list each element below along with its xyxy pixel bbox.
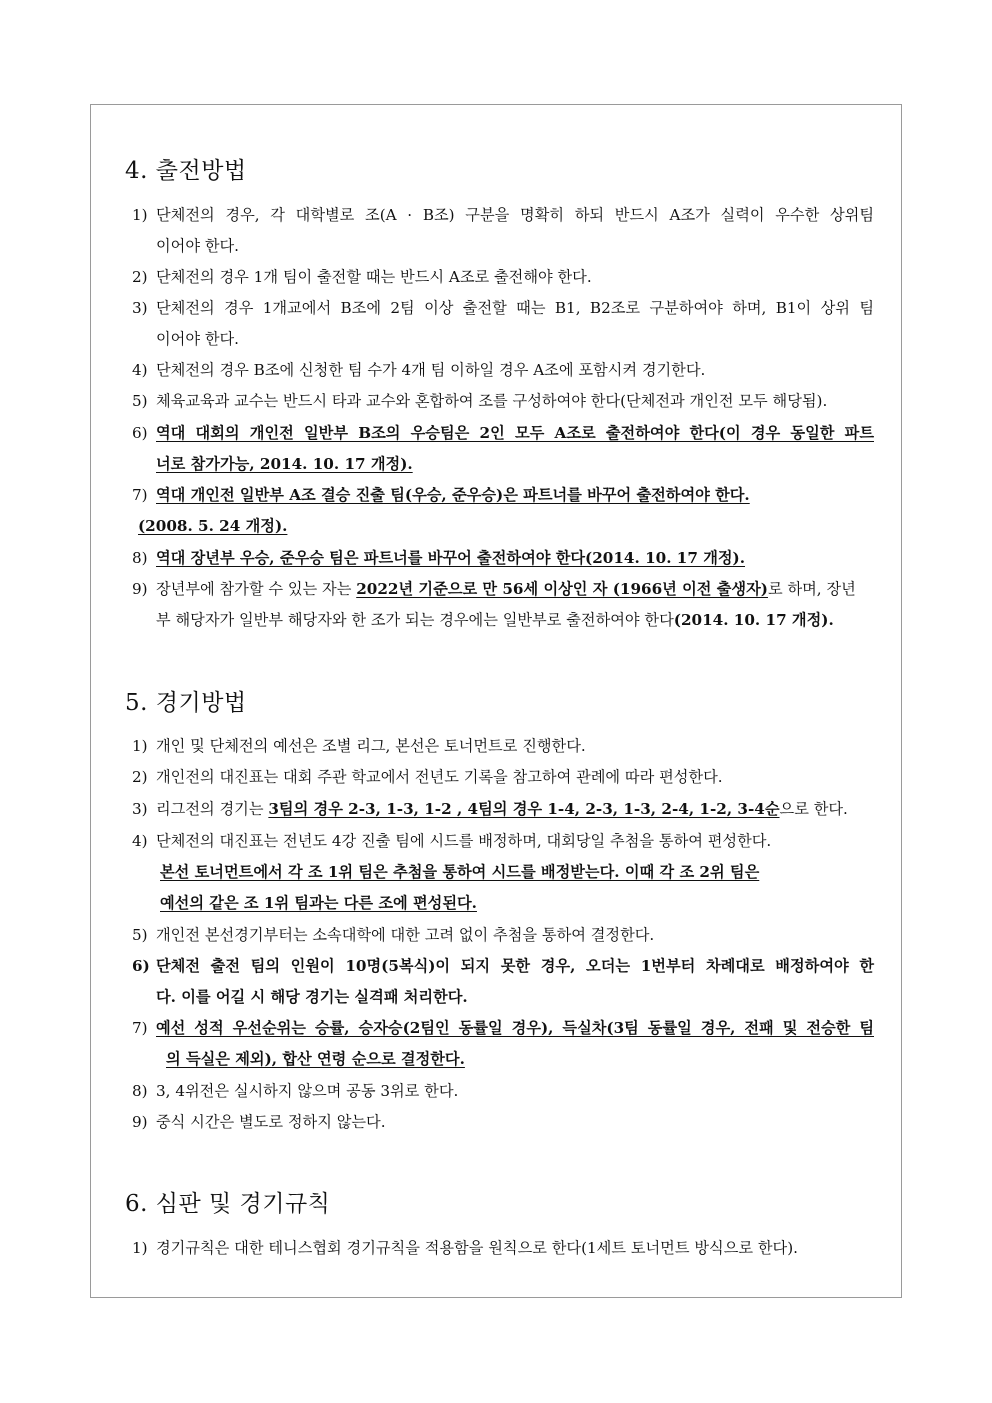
list-item-5-4: 4) 단체전의 대진표는 전년도 4강 진출 팀에 시드를 배정하며, 대회당일 추첨을 통하여 편성한다. — [132, 832, 772, 850]
list-item-5-5: 5) 개인전 본선경기부터는 소속대학에 대한 고려 없이 추첨을 통하여 결정한다. — [132, 926, 655, 944]
list-item-4-9: 9) 장년부에 참가할 수 있는 자는 2022년 기준으로 만 56세 이상인 자 (1966년 이전 출생자)로 하며, 장년 — [132, 580, 856, 598]
list-item-5-1: 1) 개인 및 단체전의 예선은 조별 리그, 본선은 토너먼트로 진행한다. — [132, 737, 586, 755]
list-item-5-6-cont: 다. 이를 어길 시 해당 경기는 실격패 처리한다. — [156, 988, 468, 1006]
list-item-5-3: 3) 리그전의 경기는 3팀의 경우 2-3, 1-3, 1-2 , 4팀의 경우 1-4, 2-3, 1-3, 2-4, 1-2, 3-4순으로 한다. — [132, 800, 848, 818]
list-item-5-4-cont-1: 본선 토너먼트에서 각 조 1위 팀은 추첨을 통하여 시드를 배정받는다. 이때 각 조 2위 팀은 — [160, 863, 760, 881]
list-item-4-1: 1) 단체전의 경우, 각 대학별로 조(A · B조) 구분을 명확히 하되 반드시 A조가 실력이 우수한 상위팀 — [132, 206, 874, 224]
section-title-6: 6. 심판 및 경기규칙 — [125, 1191, 331, 1217]
list-item-6-1: 1) 경기규칙은 대한 테니스협회 경기규칙을 적용함을 원칙으로 한다(1세트 토너먼트 방식으로 한다). — [132, 1239, 798, 1257]
list-item-4-1-cont: 이어야 한다. — [156, 237, 240, 255]
section-title-4: 4. 출전방법 — [125, 158, 247, 184]
list-item-5-7: 7) 예선 성적 우선순위는 승률, 승자승(2팀인 동률일 경우), 득실차(3팀 동률일 경우, 전패 및 전승한 팀 — [132, 1019, 874, 1037]
list-item-5-6: 6) 단체전 출전 팀의 인원이 10명(5복식)이 되지 못한 경우, 오더는 1번부터 차례대로 배정하여야 한 — [132, 957, 874, 975]
list-item-4-8: 8) 역대 장년부 우승, 준우승 팀은 파트너를 바꾸어 출전하여야 한다(2014. 10. 17 개정). — [132, 549, 746, 567]
list-item-4-7-cont: (2008. 5. 24 개정). — [138, 517, 288, 535]
list-item-4-3-cont: 이어야 한다. — [156, 330, 240, 348]
list-item-4-2: 2) 단체전의 경우 1개 팀이 출전할 때는 반드시 A조로 출전해야 한다. — [132, 268, 592, 286]
list-item-4-9-cont: 부 해당자가 일반부 해당자와 한 조가 되는 경우에는 일반부로 출전하여야 한다(2014. 10. 17 개정). — [156, 611, 834, 629]
list-item-4-7: 7) 역대 개인전 일반부 A조 결승 진출 팀(우승, 준우승)은 파트너를 바꾸어 출전하여야 한다. — [132, 486, 750, 504]
list-item-5-8: 8) 3, 4위전은 실시하지 않으며 공동 3위로 한다. — [132, 1082, 459, 1100]
list-item-4-5: 5) 체육교육과 교수는 반드시 타과 교수와 혼합하여 조를 구성하여야 한다(단체전과 개인전 모두 해당됨). — [132, 392, 828, 410]
list-item-4-6: 6) 역대 대회의 개인전 일반부 B조의 우승팀은 2인 모두 A조로 출전하여야 한다(이 경우 동일한 파트 — [132, 424, 874, 442]
section-title-5: 5. 경기방법 — [125, 690, 247, 716]
list-item-5-9: 9) 중식 시간은 별도로 정하지 않는다. — [132, 1113, 386, 1131]
list-item-4-4: 4) 단체전의 경우 B조에 신청한 팀 수가 4개 팀 이하일 경우 A조에 포함시켜 경기한다. — [132, 361, 706, 379]
list-item-5-7-cont: 의 득실은 제외), 합산 연령 순으로 결정한다. — [166, 1050, 465, 1068]
list-item-5-4-cont-2: 예선의 같은 조 1위 팀과는 다른 조에 편성된다. — [160, 894, 477, 912]
list-item-4-6-cont: 너로 참가가능, 2014. 10. 17 개정). — [156, 455, 413, 473]
list-item-5-2: 2) 개인전의 대진표는 대회 주관 학교에서 전년도 기록을 참고하여 관례에 따라 편성한다. — [132, 768, 723, 786]
list-item-4-3: 3) 단체전의 경우 1개교에서 B조에 2팀 이상 출전할 때는 B1, B2조로 구분하여야 하며, B1이 상위 팀 — [132, 299, 874, 317]
